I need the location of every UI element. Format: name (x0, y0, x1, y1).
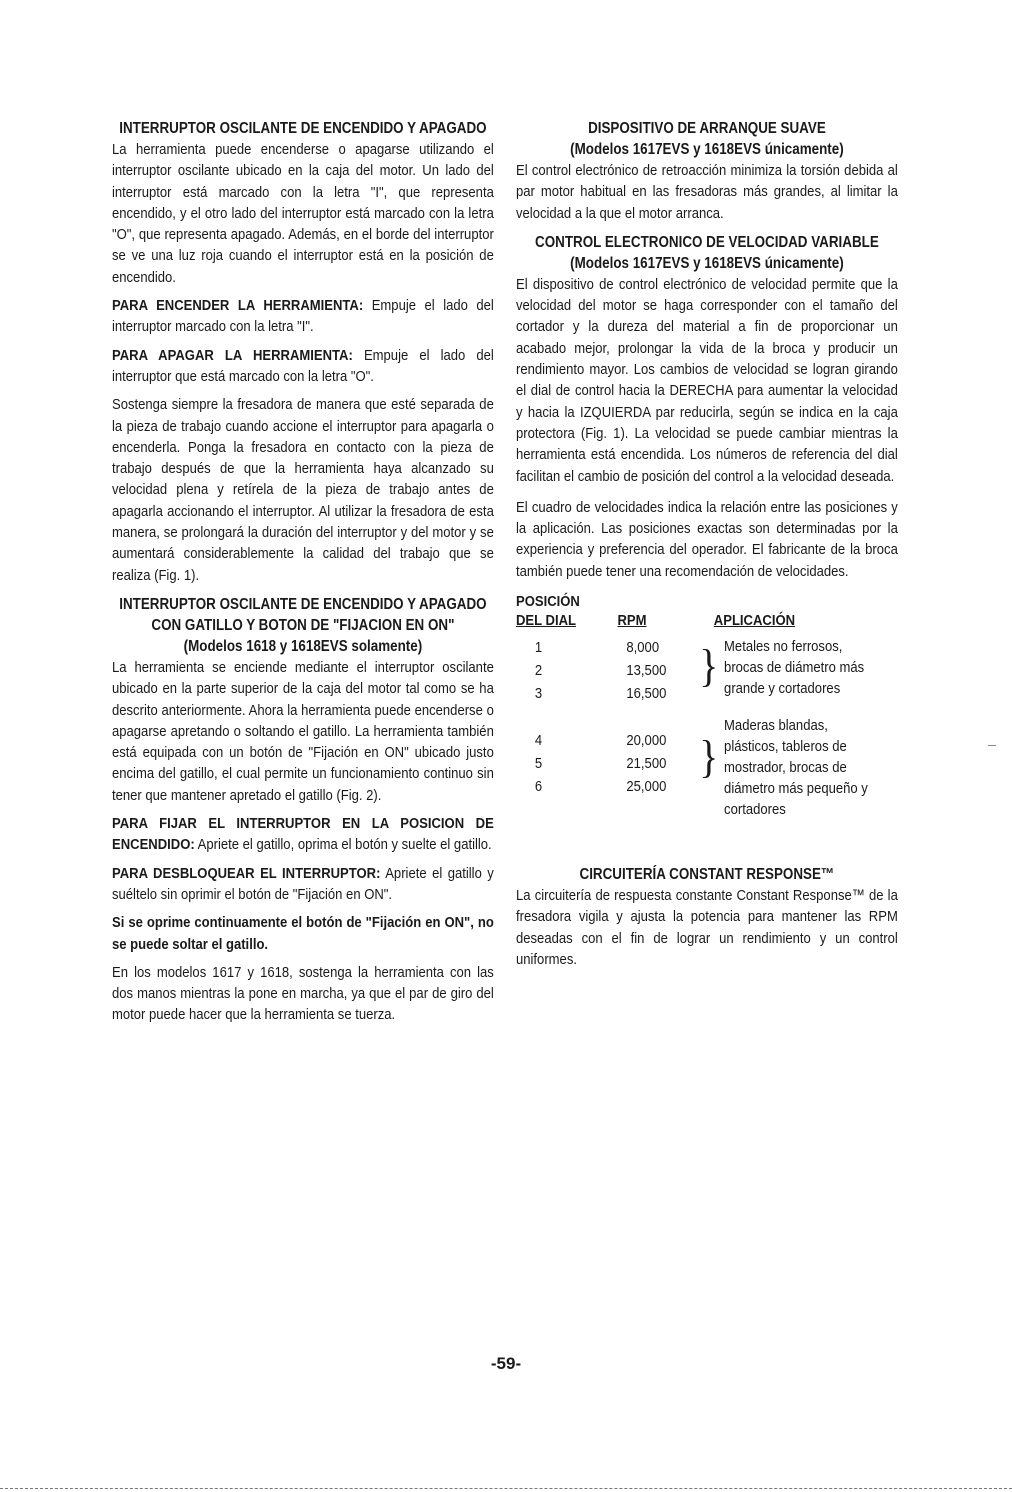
instruction-on (112, 295, 494, 338)
paragraph: El cuadro de velocidades indica la relación entre las posiciones y la aplicación. Las posiciones exactas son determinadas por la experiencia y preferencia del operador. El fabricante de la broca también puede tener una recomendación de velocidades. (516, 498, 898, 580)
section-models: (Modelos 1618 y 1618EVS solamente) (183, 637, 423, 655)
paragraph: Sostenga siempre la fresadora de manera que esté separada de la pieza de trabajo cuando accione el interruptor para apagarla o encenderla. Ponga la fresadora en contacto con la pieza de trabajo después de que la herramienta haya alcanzado su velocidad plena y retírela de la pieza de trabajo antes de apagarla accionando el interruptor. Al utilizar la fresadora de esta manera, se prolongará la duración del interruptor y del motor y se aumentará considerablemente la calidad del trabajo que se realiza (Fig. 1). (112, 396, 494, 584)
header-dial-line2: DEL DIAL (516, 612, 576, 630)
instruction-text: Apriete el gatillo y suéltelo sin oprimir el botón de "Fijación en ON". (112, 864, 494, 903)
instruction-lead: PARA DESBLOQUEAR EL INTERRUPTOR: (112, 864, 381, 882)
dial-position: 1 (534, 639, 543, 657)
right-column (516, 118, 898, 978)
instruction-lock (112, 813, 494, 856)
section-title: INTERRUPTOR OSCILANTE DE ENCENDIDO Y APAGADO (119, 595, 487, 613)
dial-position: 6 (534, 778, 543, 796)
speed-group-1 (516, 636, 898, 705)
instruction-text: Apriete el gatillo, oprima el botón y suelte el gatillo. (194, 836, 492, 854)
brace-icon: } (699, 731, 719, 783)
dial-position: 2 (534, 662, 543, 680)
constant-response-section (516, 864, 898, 970)
instruction-lead: PARA FIJAR EL INTERRUPTOR EN LA POSICION DE ENCENDIDO: (112, 815, 494, 854)
paragraph: El dispositivo de control electrónico de velocidad permite que la velocidad del motor se haga corresponder con el tamaño del cortador y la dureza del material a fin de proporcionar un acabado mejor, prolongar la vida de la broca y producir un rendimiento mayor. Los cambios de velocidad se logran girando el dial de control hacia la DERECHA para aumentar la velocidad y hacia la IZQUIERDA par reducirla, según se indica en la caja protectora (Fig. 1). La velocidad se puede cambiar mientras la herramienta está encendida. Los números de referencia del dial facilitan el cambio de posición del control a la velocidad deseada. (516, 275, 898, 485)
trigger-switch-section (112, 594, 494, 1026)
application-line: diámetro más pequeño y (724, 780, 868, 798)
section-models: (Modelos 1617EVS y 1618EVS únicamente) (570, 254, 844, 272)
page-number: -59- (490, 1354, 522, 1373)
application-line: grande y cortadores (724, 680, 841, 698)
warning-note: Si se oprime continuamente el botón de "Fijación en ON", no se puede soltar el gatillo. (112, 914, 494, 953)
rpm-value: 16,500 (626, 685, 667, 703)
section-title: DISPOSITIVO DE ARRANQUE SUAVE (588, 120, 826, 137)
section-title: CIRCUITERÍA CONSTANT RESPONSE™ (579, 866, 835, 884)
speed-group-2 (516, 715, 898, 820)
section-title: INTERRUPTOR OSCILANTE DE ENCENDIDO Y APAGADO (119, 120, 487, 137)
instruction-lead: PARA APAGAR LA HERRAMIENTA: (112, 346, 353, 364)
speed-table-header (516, 592, 898, 630)
application-line: cortadores (724, 801, 786, 819)
rpm-value: 21,500 (626, 755, 667, 773)
application-line: brocas de diámetro más (724, 659, 865, 677)
instruction-text: Empuje el lado del interruptor marcado con la letra "I". (112, 297, 494, 336)
scan-edge-line (0, 1488, 1012, 1490)
paragraph: La herramienta puede encenderse o apagarse utilizando el interruptor oscilante ubicado en la caja del motor. Un lado del interruptor está marcado con la letra "I", que representa encendido, y el otro lado del interruptor está marcado con la letra "O", que representa apagado. Además, en el borde del interruptor se ve una luz roja cuando el interruptor está en la posición de encendido. (112, 141, 494, 286)
application-line: Maderas blandas, (724, 717, 828, 735)
instruction-unlock (112, 863, 494, 906)
section-title: CONTROL ELECTRONICO DE VELOCIDAD VARIABLE (535, 233, 879, 251)
rpm-value: 20,000 (626, 732, 667, 750)
header-app-label: APLICACIÓN (713, 612, 796, 630)
application-line: plásticos, tableros de (724, 738, 847, 756)
header-app (714, 592, 886, 630)
rpm-value: 8,000 (626, 639, 660, 657)
rpm-value: 13,500 (626, 662, 667, 680)
application-line: Metales no ferrosos, (724, 638, 843, 656)
rocker-switch-section (112, 118, 494, 586)
header-dial-line1: POSICIÓN (516, 593, 580, 611)
instruction-lead: PARA ENCENDER LA HERRAMIENTA: (112, 297, 364, 315)
rpm-value: 25,000 (626, 778, 667, 796)
instruction-text: Empuje el lado del interruptor que está marcado con la letra "O". (112, 346, 494, 385)
dial-position: 5 (534, 755, 543, 773)
paragraph: El control electrónico de retroacción minimiza la torsión debida al par motor habitual en las fresadoras más grandes, al limitar la velocidad a la que el motor arranca. (516, 162, 898, 222)
dial-position: 3 (534, 685, 543, 703)
instruction-off (112, 345, 494, 388)
speed-table (516, 592, 898, 820)
section-subtitle: CON GATILLO Y BOTON DE "FIJACION EN ON" (151, 616, 455, 634)
header-rpm (617, 592, 713, 630)
variable-speed-section (516, 232, 898, 582)
section-models: (Modelos 1617EVS y 1618EVS únicamente) (570, 141, 844, 158)
dial-position: 4 (534, 732, 543, 750)
header-rpm-label: RPM (617, 612, 647, 630)
brace-icon: } (699, 640, 719, 692)
soft-start-section (516, 118, 898, 224)
application-line: mostrador, brocas de (724, 759, 847, 777)
left-column (112, 118, 494, 1034)
paragraph: La herramienta se enciende mediante el interruptor oscilante ubicado en la parte superior de la caja del motor tal como se ha descrito anteriormente. Ahora la herramienta puede encenderse o apagarse apretando o soltando el gatillo. La herramienta también está equipada con un botón de "Fijación en ON" ubicado justo encima del gatillo, el cual permite un funcionamiento continuo sin tener que mantener apretado el gatillo (Fig. 2). (112, 658, 494, 804)
paragraph: La circuitería de respuesta constante Constant Response™ de la fresadora vigila y ajusta la potencia para mantener las RPM deseadas con el fin de lograr un rendimiento y un control uniformes. (516, 887, 898, 968)
header-dial (516, 592, 617, 630)
paragraph: En los modelos 1617 y 1618, sostenga la herramienta con las dos manos mientras la pone en marcha, ya que el par de giro del motor puede hacer que la herramienta se tuerza. (112, 963, 494, 1024)
scan-mark (988, 745, 996, 746)
